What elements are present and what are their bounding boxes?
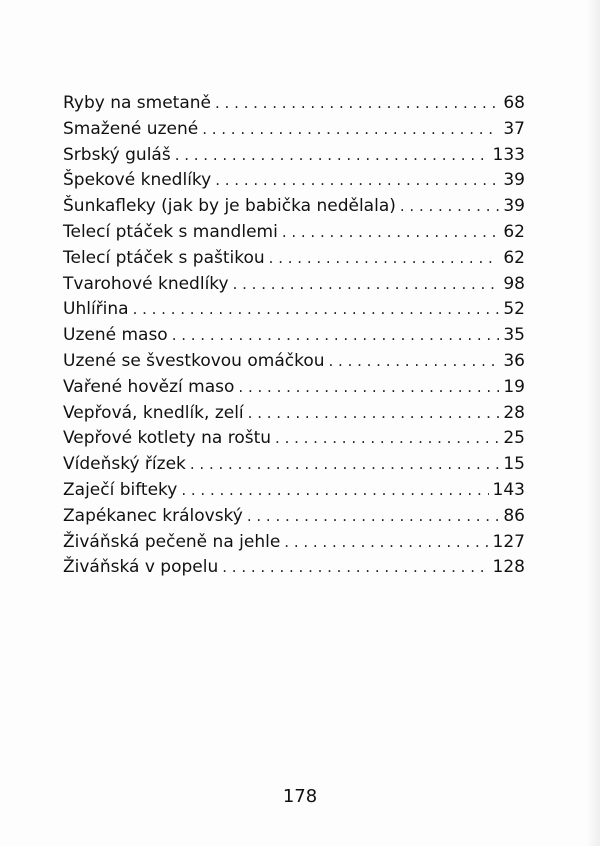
- entry-page-number: 128: [492, 557, 525, 578]
- entry-page-number: 36: [503, 350, 525, 371]
- dot-leader: [233, 272, 499, 298]
- index-entry: [63, 246, 525, 272]
- recipe-index-list: [63, 91, 525, 581]
- dot-leader: [269, 246, 499, 272]
- dot-leader: [133, 297, 499, 323]
- entry-page-number: 62: [503, 247, 525, 268]
- index-entry: [63, 297, 525, 323]
- entry-title: Živáňská pečeně na jehle: [63, 531, 281, 552]
- entry-title: Zapékanec královský: [63, 505, 243, 526]
- index-entry: [63, 555, 525, 581]
- entry-page-number: 39: [503, 170, 525, 191]
- index-entry: [63, 143, 525, 169]
- index-entry: [63, 426, 525, 452]
- entry-page-number: 28: [503, 402, 525, 423]
- entry-title: Ryby na smetaně: [63, 93, 211, 113]
- entry-title: Uhlířina: [63, 299, 129, 320]
- index-entry: [63, 478, 525, 504]
- page-number: 178: [282, 786, 318, 807]
- entry-title: Šunkafleky (jak by je babička nedělala): [63, 196, 396, 217]
- entry-page-number: 143: [492, 479, 525, 500]
- entry-title: Zaječí bifteky: [63, 479, 178, 500]
- index-entry: [63, 220, 525, 246]
- dot-leader: [181, 478, 488, 504]
- index-entry: [63, 375, 525, 401]
- entry-title: Telecí ptáček s mandlemi: [63, 221, 278, 242]
- dot-leader: [247, 504, 499, 530]
- dot-leader: [215, 168, 499, 194]
- dot-leader: [175, 143, 489, 169]
- entry-title: Srbský guláš: [63, 144, 171, 165]
- page-edge-shadow: [586, 0, 600, 846]
- dot-leader: [190, 452, 499, 478]
- entry-title: Vídeňský řízek: [63, 454, 186, 475]
- entry-title: Smažené uzené: [63, 118, 199, 139]
- index-entry: [63, 272, 525, 298]
- entry-title: Vepřové kotlety na roštu: [63, 428, 272, 449]
- index-entry: [63, 91, 525, 117]
- entry-page-number: 98: [503, 273, 525, 294]
- dot-leader: [282, 220, 499, 246]
- dot-leader: [329, 349, 500, 375]
- entry-title: Telecí ptáček s paštikou: [63, 247, 265, 268]
- entry-title: Uzené maso: [63, 325, 168, 346]
- entry-title: Živáňská v popelu: [63, 557, 219, 578]
- dot-leader: [284, 530, 488, 556]
- index-entry: [63, 530, 525, 556]
- entry-title: Špekové knedlíky: [63, 170, 212, 191]
- dot-leader: [172, 323, 499, 349]
- index-entry: [63, 168, 525, 194]
- dot-leader: [215, 91, 499, 117]
- entry-page-number: 62: [503, 221, 525, 242]
- entry-title: Uzené se švestkovou omáčkou: [63, 350, 325, 371]
- entry-page-number: 37: [503, 118, 525, 139]
- entry-page-number: 25: [503, 428, 525, 449]
- entry-title: Tvarohové knedlíky: [63, 273, 229, 294]
- index-entry: [63, 194, 525, 220]
- index-entry: [63, 117, 525, 143]
- dot-leader: [275, 426, 499, 452]
- index-entry: [63, 504, 525, 530]
- dot-leader: [202, 117, 499, 143]
- entry-page-number: 35: [503, 325, 525, 346]
- entry-page-number: 68: [503, 93, 525, 113]
- entry-page-number: 19: [503, 376, 525, 397]
- index-entry: [63, 349, 525, 375]
- dot-leader: [400, 194, 499, 220]
- index-entry: [63, 401, 525, 427]
- entry-page-number: 86: [503, 505, 525, 526]
- entry-page-number: 15: [503, 454, 525, 475]
- dot-leader: [248, 401, 499, 427]
- entry-page-number: 133: [492, 144, 525, 165]
- index-entry: [63, 323, 525, 349]
- dot-leader: [238, 375, 499, 401]
- entry-title: Vařené hovězí maso: [63, 376, 235, 397]
- index-entry: [63, 452, 525, 478]
- entry-title: Vepřová, knedlík, zelí: [63, 402, 244, 423]
- entry-page-number: 127: [492, 531, 525, 552]
- dot-leader: [222, 555, 488, 581]
- entry-page-number: 39: [503, 196, 525, 217]
- entry-page-number: 52: [503, 299, 525, 320]
